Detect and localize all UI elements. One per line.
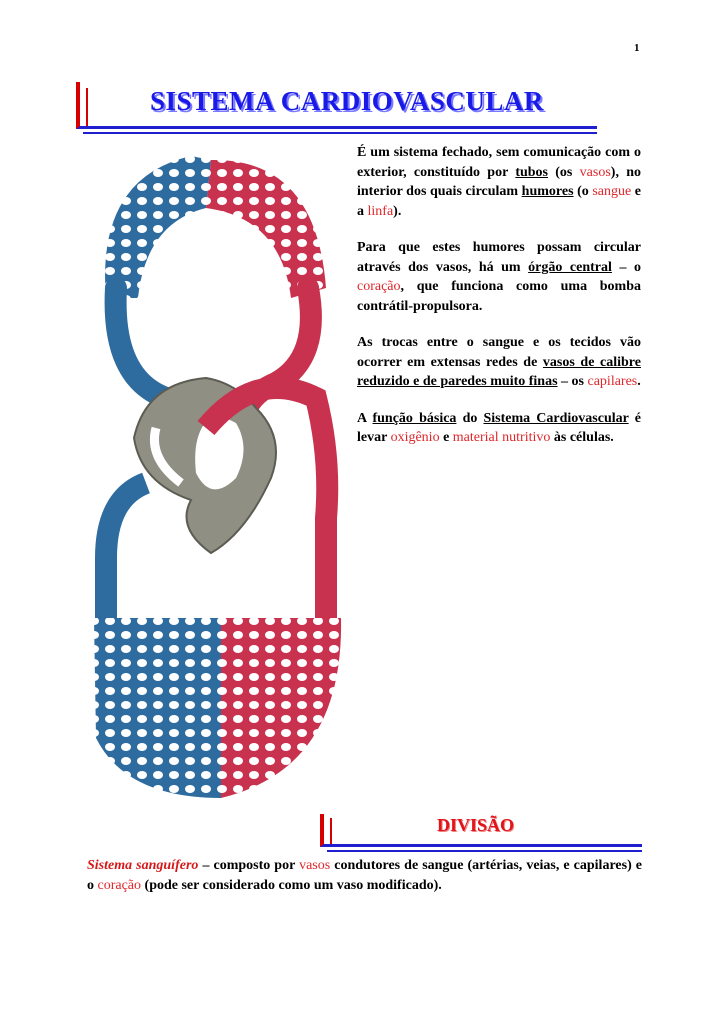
term-vasos-bottom: vasos [299,858,331,873]
upper-capillary-venous [105,156,211,298]
term-linfa: linfa [367,203,394,219]
term-sangue: sangue [592,184,632,199]
intro-text-column [357,143,641,465]
term-coracao-bottom: coração [97,878,142,893]
page-number: 1 [634,42,640,54]
circulatory-system-illustration [86,138,356,810]
term-vasos: vasos [579,164,611,180]
term-tubos: tubos [515,164,548,180]
term-material-nutritivo: material nutritivo [452,430,551,445]
paragraph-definition: É um sistema fechado, sem comunicação com o exterior, constituído por tubos (os vasos), no interior dos quais circulam humores (o sangue e a linfa). [357,145,641,219]
paragraph-function: A função básica do Sistema Cardiovascular é levar oxigênio e material nutritivo às células. [357,410,641,445]
section-title: DIVISÃO [437,815,515,835]
lower-capillary-venous [94,618,221,798]
term-orgao-central: órgão central [528,259,612,275]
paragraph-heart: Para que estes humores possam circular através dos vasos, há um órgão central – o coração, que funciona como uma bomba contrátil-propulsora. [357,240,642,314]
term-coracao: coração [357,279,401,294]
page-title: SISTEMA CARDIOVASCULAR [150,86,544,116]
term-sistema-sanguifero: Sistema sanguífero [87,858,199,873]
term-capilares: capilares [587,374,638,389]
term-sistema-cardiovascular: Sistema Cardiovascular [483,410,629,426]
term-humores: humores [521,184,574,199]
paragraph-exchange: As trocas entre o sangue e os tecidos vão ocorrer em extensas redes de vasos de calibre reduzido e de paredes muito finas – os capilares. [357,335,641,389]
term-oxigenio: oxigênio [390,430,440,445]
term-funcao-basica: função básica [372,410,457,426]
descending-vein [106,483,146,638]
term-vasos-calibre: vasos de calibre reduzido e de paredes muito finas [357,354,641,389]
lower-capillary-arterial [221,618,341,798]
paragraph-sistema-sanguifero: Sistema sanguífero – composto por vasos condutores de sangue (artérias, veias, e capilares) e o coração (pode ser considerado como um vaso modificado). [87,858,642,893]
